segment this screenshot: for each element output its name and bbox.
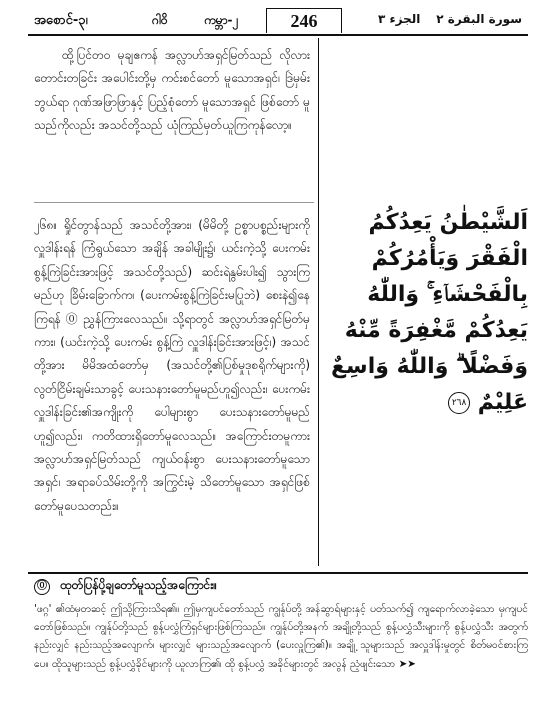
part-label: ကမ္ဘာ-၂ xyxy=(204,13,239,27)
page-number: 246 xyxy=(266,8,342,33)
translation-column xyxy=(28,38,319,566)
footnote-rule xyxy=(28,572,528,574)
footnote-title: ထုတ်ပြန်ပို့ချတော်မူသည့်အကြောင်း။ xyxy=(60,578,218,592)
arabic-verse xyxy=(326,205,528,421)
footnote-marker: ⓪ xyxy=(34,579,50,595)
verse-text: اَلشَّيْطٰنُ يَعِدُكُمُ الْفَقْرَ وَيَأْمُرُكُمْ بِالْفَحْشَاۤءِ ۚ وَاللّٰهُ يَعِدُكُمْ مَّغْفِرَةً مِّنْهُ وَفَضْلًا ۗ وَاللّٰهُ وَاسِعٌ عَلِيْمٌ xyxy=(331,210,528,415)
translation-paragraph-1: ထို့ပြင်တဝ မုချဧကန် အလ္လာဟ်အရှင်မြတ်သည် လိုလား တောင်းတခြင်း အပေါင်းတို့မှ ကင်းစင်တော် မူသောအရှင်၊ ဒြဲမှမ်းဘွယ်ရာ ဂုဏ်အဖြာဖြာနှင့် ပြည့်စုံတော် မူသောအရှင် ဖြစ်တော် မူသည်ကိုလည်း အသင်တို့သည် ယုံကြည်မှတ်ယူကြကုန်လော့။ xyxy=(34,48,310,133)
page-header xyxy=(28,8,528,36)
footnote-text: 'ဖဂ္ဂ' ၏ထံမှတဆင့် ဤသို့ကြားသိရ၏။ ဤမှကျပင်တော်သည် ကျွန်ုပ်တို့ အန်ဆွာရ်များနှင့် ပတ်သက်၍ ကျရောက်လာခဲ့သော မှကျပင်တော်ဖြစ်သည်။ ကျွန်ုပ်တို့သည် စွန့်ပလွှံကြံရှင်များဖြစ်ကြသည်။ ကျွန်ုပ်တို့အနက် အချို့တို့သည် စွန့်ပလွှံသီးများကို စွန့်ပလွှံသီး အတွက်နည်းလျှင် နည်းသည့်အလျောက်၊ များလျှင် များသည့်အလျောက် (ပေးလှူကြ၏)။ အချို့ သူများသည် အလှူဒါန်းမှုတွင် စိတ်မဝင်စားကြပေ။ ထိုသူများသည် စွန့်ပလွှံခိုင်များကို ယူလာကြ၏၊ ထို စွန့်ပလွှံ အခိုင်များတွင် အလွန် ညံ့ဖျင်းသော xyxy=(34,603,528,670)
continue-arrow-icon: ➤➤ xyxy=(398,657,416,670)
footnote-body xyxy=(34,600,528,673)
section-label: ဂါဝိ xyxy=(152,13,168,27)
footnote-heading xyxy=(34,577,217,595)
volume-label: အစောင်-၃၊ xyxy=(34,13,88,28)
arabic-verse-column xyxy=(326,205,528,415)
juz-label: الجزء ٣ xyxy=(378,12,421,26)
paragraph-divider xyxy=(34,202,314,203)
surah-title: سورة البقرة ٢ xyxy=(436,12,522,26)
verse-end-marker: ٢٦٨ xyxy=(448,392,470,414)
translation-paragraph-2: ၂၆၈။ ရှိုင်တွာန်သည် အသင်တို့အား၊ (မိမိတို့ ဥစ္စာပစ္စည်းများကို လှူဒါန်းရန် ကြံရွယ်သော အချိန် အခါမျိုး၌၊ ယင်းကဲ့သို့ ပေးကမ်းစွန့်ကြဲခြင်းအားဖြင့် အသင်တို့သည်) ဆင်းရဲနွမ်းပါး၍ သွားကြမည်ဟု ခြိမ်းခြောက်က၊ (ပေးကမ်းစွန့်ကြဲခြင်းမပြုဘဲ) စေးနဲ၍နေကြရန် ⓪ ညွှန်ကြားလေသည်။ သို့ရာတွင် အလ္လာဟ်အရှင်မြတ်မှကား၊ (ယင်းကဲ့သို့ ပေးကမ်း စွန့်ကြဲ လှူဒါန်းခြင်းအားဖြင့်၊) အသင်တို့အား မိမိအထံတော်မှ (အသင်တို့၏ပြစ်မှုဒုစရိုက်များကို) လွတ်ငြိမ်းချမ်းသာခွင့် ပေးသနားတော်မူမည်ဟူ၍လည်း၊ ပေးကမ်း လှူဒါန်းခြင်း၏အကျိုးကို ပေါများစွာ ပေးသနားတော်မူမည်ဟူ၍လည်း၊ ကတိထားရှိတော်မူလေသည်။ အကြောင်းတမူကား အလ္လာဟ်အရှင်မြတ်သည် ကျယ်ဝန်းစွာ ပေးသနားတော်မူသောအရှင်၊ အရာခပ်သိမ်းတို့ကို အကြွင်းမဲ့ သိတော်မူသော အရှင်ဖြစ်တော်မူပေသတည်း။ xyxy=(34,218,310,513)
